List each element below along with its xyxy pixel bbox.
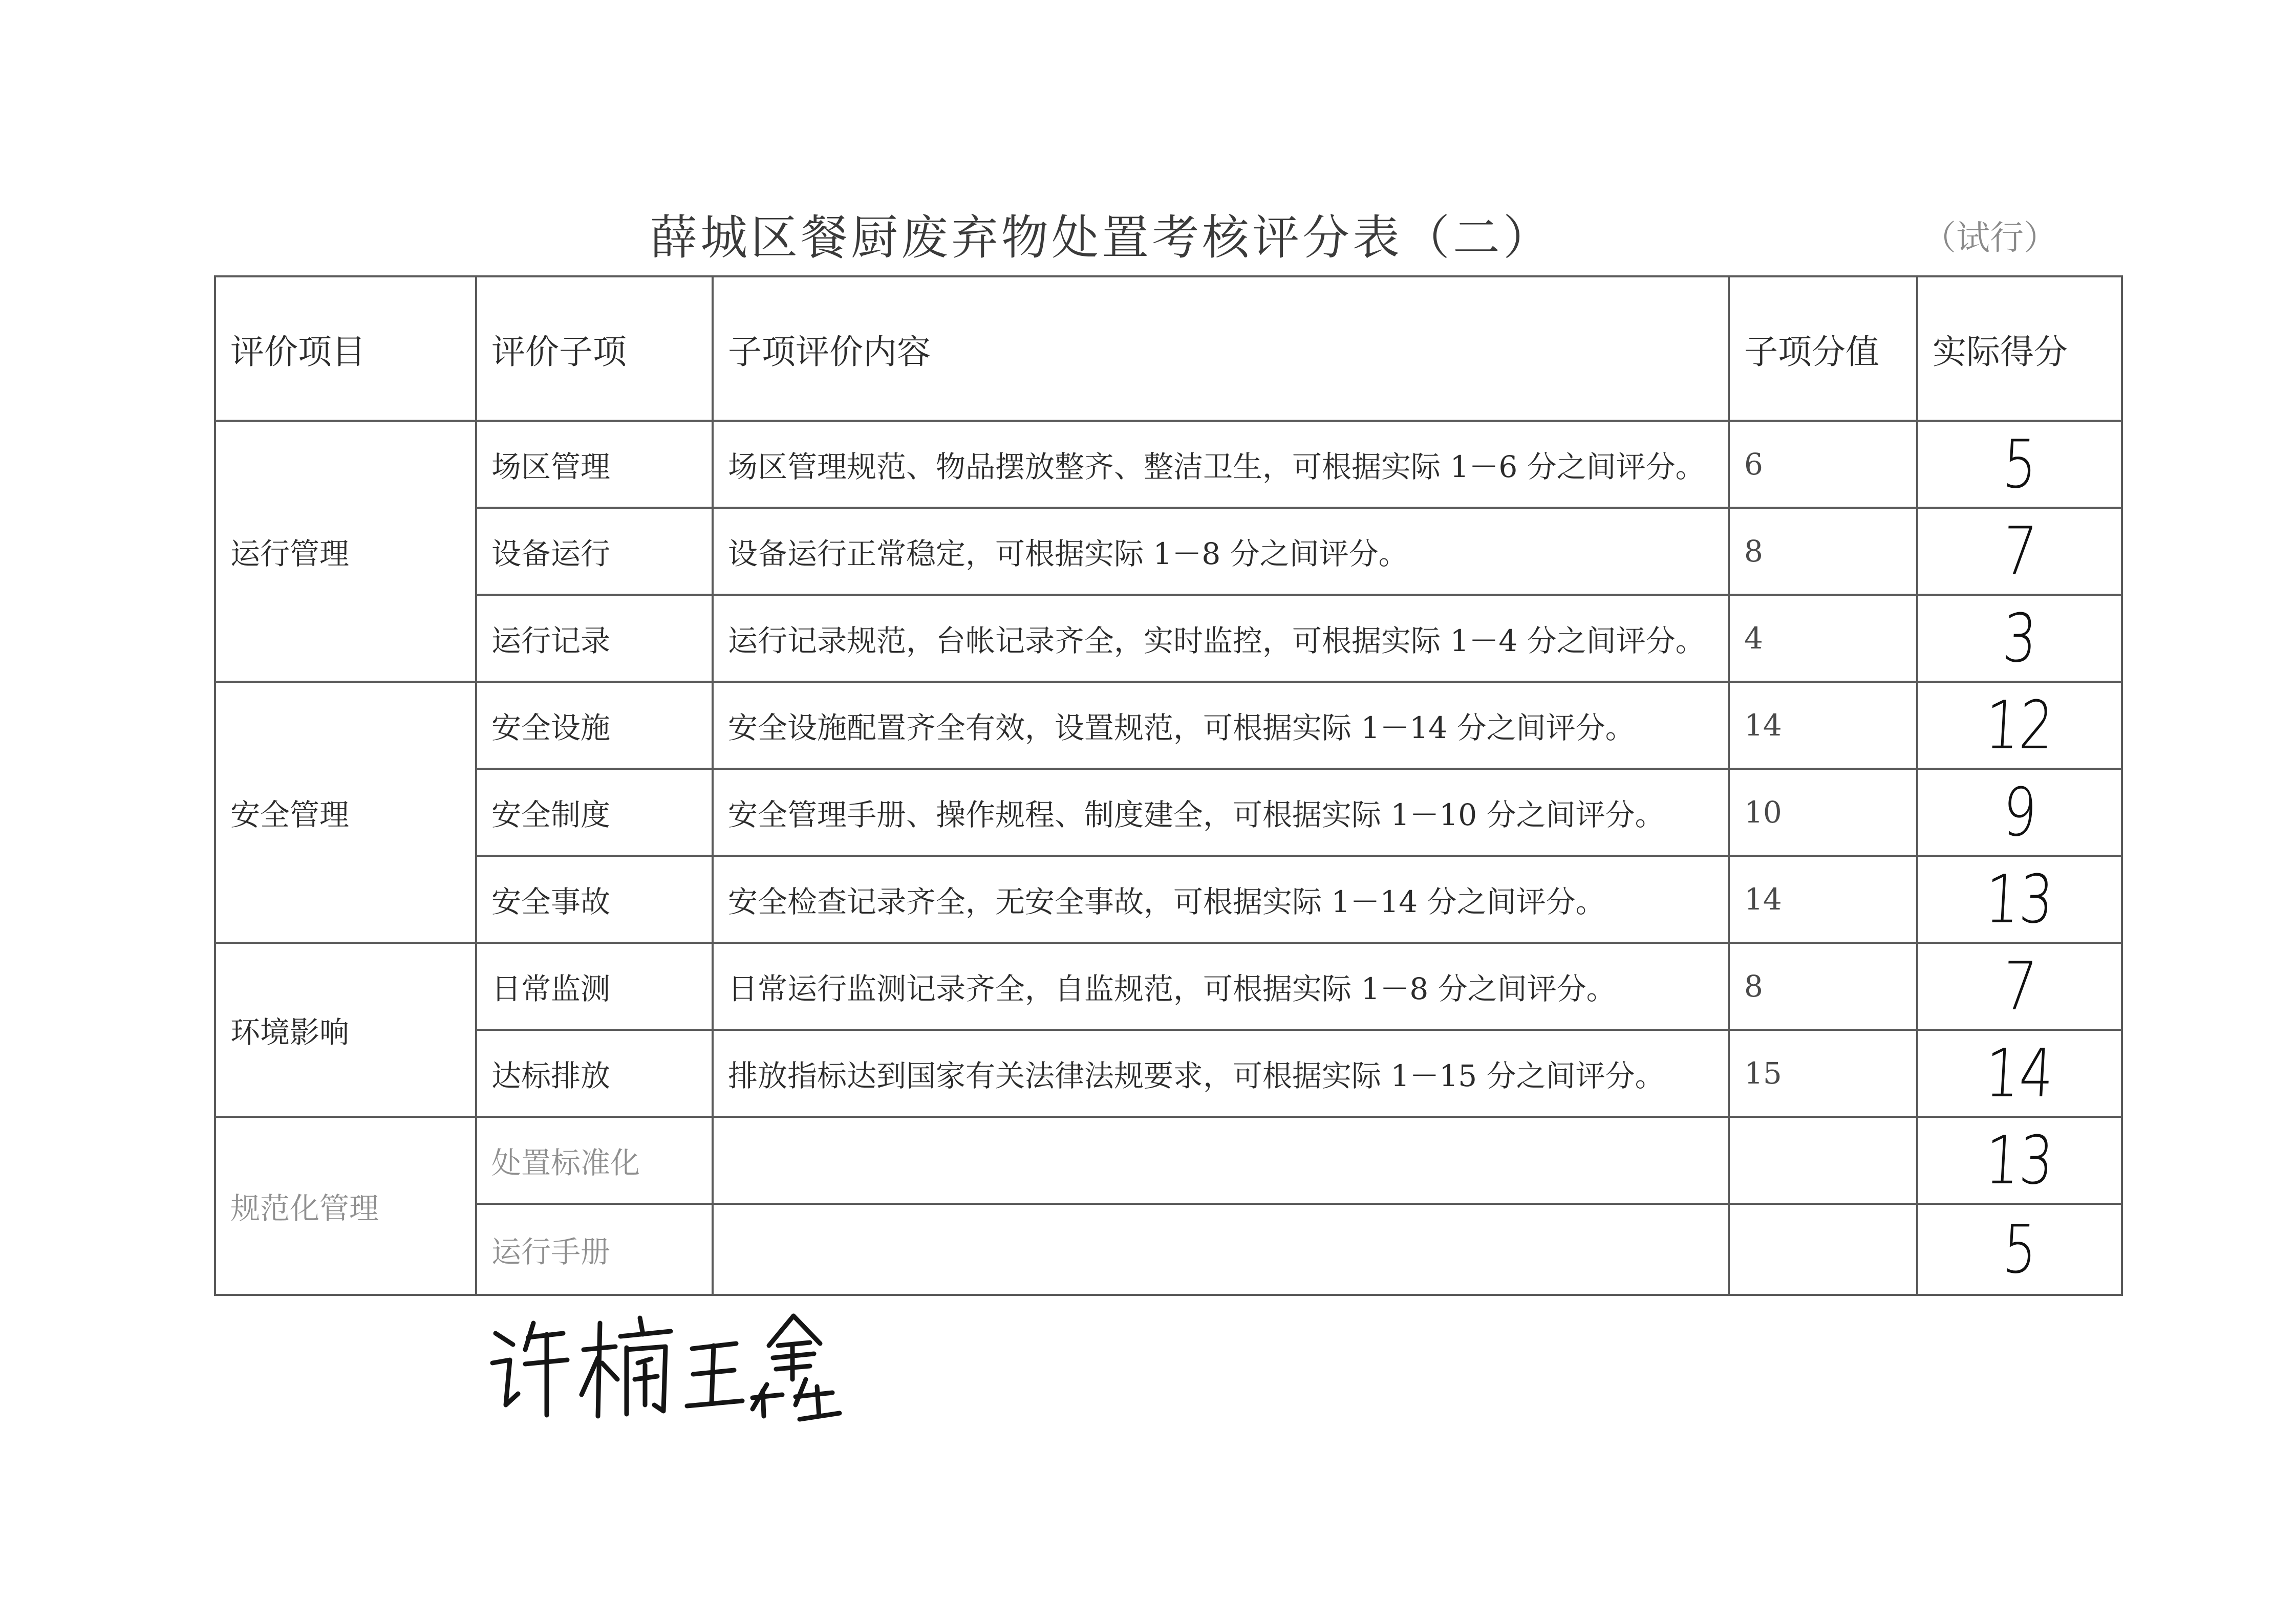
trial-mark: （试行） <box>1922 218 2057 257</box>
handwritten-score: 13 <box>1983 860 2056 938</box>
sub-item-cell: 安全事故 <box>476 856 713 943</box>
actual-score-cell <box>1917 1204 2122 1295</box>
max-score-cell: 8 <box>1729 508 1917 595</box>
sub-item-cell: 安全制度 <box>476 769 713 856</box>
actual-score-cell <box>1917 1030 2122 1117</box>
max-score-cell: 8 <box>1729 943 1917 1030</box>
max-score-cell: 15 <box>1729 1030 1917 1117</box>
content-cell: 日常运行监测记录齐全，自监规范，可根据实际 1－8 分之间评分。 <box>713 943 1729 1030</box>
content-cell: 排放指标达到国家有关法律法规要求，可根据实际 1－15 分之间评分。 <box>713 1030 1729 1117</box>
table-row <box>215 1030 2122 1117</box>
content-cell <box>713 1117 1729 1204</box>
sub-item-cell: 安全设施 <box>476 682 713 769</box>
sub-item-cell: 场区管理 <box>476 421 713 508</box>
document-title: 薛城区餐厨废弃物处置考核评分表（二） <box>650 210 1554 265</box>
handwritten-score: 5 <box>2000 425 2039 503</box>
table-row <box>215 1204 2122 1295</box>
actual-score-cell <box>1917 508 2122 595</box>
header-row <box>215 276 2122 421</box>
table-row <box>215 682 2122 769</box>
header-max-score: 子项分值 <box>1729 276 1917 421</box>
category-cell: 环境影响 <box>215 943 476 1117</box>
actual-score-cell <box>1917 682 2122 769</box>
table-row <box>215 421 2122 508</box>
handwritten-score: 12 <box>1983 686 2056 764</box>
table-row <box>215 1117 2122 1204</box>
score-table <box>214 275 2123 1296</box>
content-cell: 设备运行正常稳定，可根据实际 1－8 分之间评分。 <box>713 508 1729 595</box>
max-score-cell: 10 <box>1729 769 1917 856</box>
max-score-cell: 14 <box>1729 682 1917 769</box>
content-cell <box>713 1204 1729 1295</box>
content-cell: 运行记录规范，台帐记录齐全，实时监控，可根据实际 1－4 分之间评分。 <box>713 595 1729 682</box>
sub-item-cell: 达标排放 <box>476 1030 713 1117</box>
header-actual-score: 实际得分 <box>1917 276 2122 421</box>
header-sub-item: 评价子项 <box>476 276 713 421</box>
content-cell: 安全管理手册、操作规程、制度建全，可根据实际 1－10 分之间评分。 <box>713 769 1729 856</box>
handwritten-score: 7 <box>2000 947 2039 1025</box>
category-cell: 安全管理 <box>215 682 476 943</box>
table-row <box>215 856 2122 943</box>
handwritten-score: 3 <box>2000 599 2039 677</box>
sub-item-cell: 运行记录 <box>476 595 713 682</box>
faded-reviewer-label <box>233 1314 489 1355</box>
max-score-cell <box>1729 1117 1917 1204</box>
handwritten-score: 9 <box>2000 773 2039 851</box>
sub-item-cell: 日常监测 <box>476 943 713 1030</box>
handwritten-score: 14 <box>1983 1034 2056 1112</box>
content-cell: 安全检查记录齐全，无安全事故，可根据实际 1－14 分之间评分。 <box>713 856 1729 943</box>
handwritten-score: 5 <box>2000 1210 2039 1288</box>
faded-date-label <box>1648 1314 1935 1355</box>
actual-score-cell <box>1917 943 2122 1030</box>
sub-item-cell: 处置标准化 <box>476 1117 713 1204</box>
max-score-cell <box>1729 1204 1917 1295</box>
table-row <box>215 595 2122 682</box>
category-cell: 运行管理 <box>215 421 476 682</box>
header-category: 评价项目 <box>215 276 476 421</box>
handwritten-signature <box>486 1303 855 1425</box>
actual-score-cell <box>1917 421 2122 508</box>
content-cell: 场区管理规范、物品摆放整齐、整洁卫生，可根据实际 1－6 分之间评分。 <box>713 421 1729 508</box>
handwritten-score: 7 <box>2000 512 2039 590</box>
actual-score-cell <box>1917 769 2122 856</box>
content-cell: 安全设施配置齐全有效，设置规范，可根据实际 1－14 分之间评分。 <box>713 682 1729 769</box>
handwritten-score: 13 <box>1983 1121 2056 1199</box>
actual-score-cell <box>1917 856 2122 943</box>
sub-item-cell: 设备运行 <box>476 508 713 595</box>
actual-score-cell <box>1917 1117 2122 1204</box>
actual-score-cell <box>1917 595 2122 682</box>
category-cell: 规范化管理 <box>215 1117 476 1295</box>
max-score-cell: 6 <box>1729 421 1917 508</box>
sub-item-cell: 运行手册 <box>476 1204 713 1295</box>
header-content: 子项评价内容 <box>713 276 1729 421</box>
table-row <box>215 769 2122 856</box>
table-row <box>215 508 2122 595</box>
max-score-cell: 14 <box>1729 856 1917 943</box>
max-score-cell: 4 <box>1729 595 1917 682</box>
table-row <box>215 943 2122 1030</box>
